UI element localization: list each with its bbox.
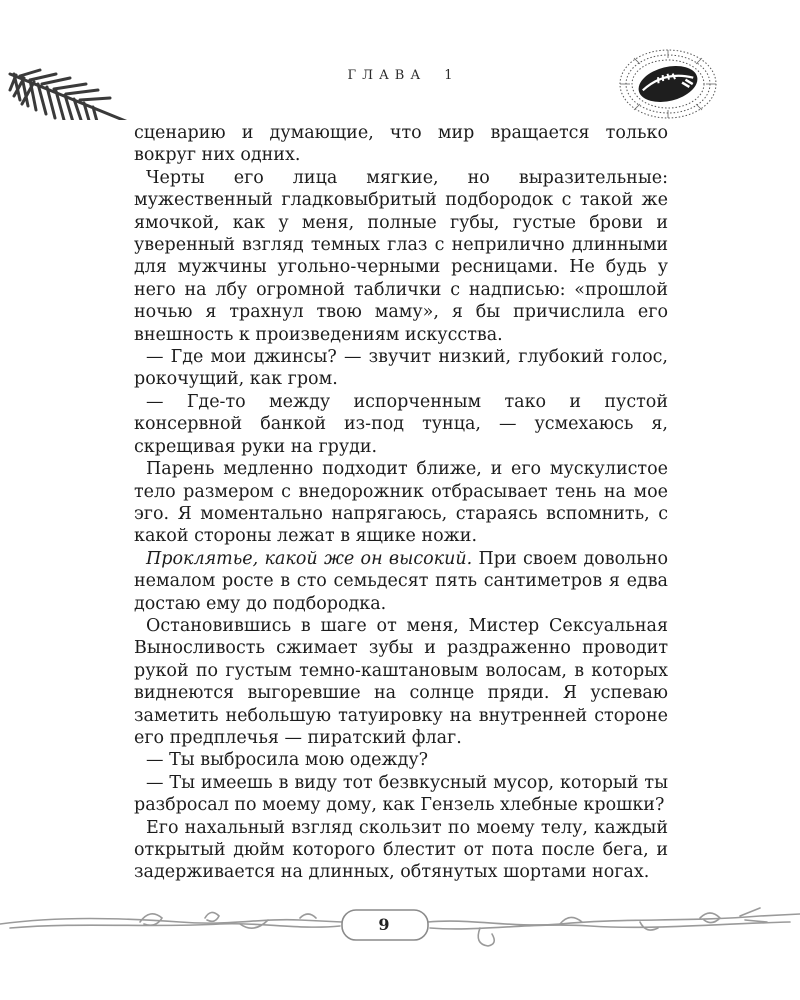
paragraph: Парень медленно подходит ближе, и его мускулистое тело размером с внедорожник отбрасывает тень на мое эго. Я моментально напрягаюсь, стараясь вспомнить, с какой стороны лежат в ящике ножи. xyxy=(134,459,668,547)
page-footer xyxy=(0,888,800,958)
football-icon xyxy=(618,48,718,120)
italic-thought: Проклятье, какой же он высокий. xyxy=(146,548,473,569)
paragraph: — Ты имеешь в виду тот безвкусный мусор, который ты разбросал по моему дому, как Гензель хлебные крошки? xyxy=(134,772,668,816)
chapter-label: ГЛАВА xyxy=(347,68,427,83)
paragraph: — Где-то между испорченным тако и пустой консервной банкой из-под тунца, — усмехаюсь я, скрещивая руки на груди. xyxy=(134,391,668,457)
paragraph: — Ты выбросила мою одежду? xyxy=(146,750,429,771)
paragraph: — Где мои джинсы? — звучит низкий, глубокий голос, рокочущий, как гром. xyxy=(134,347,668,390)
paragraph: Черты его лица мягкие, но выразительные: мужественный гладковыбритый подбородок с такой же ямочкой, как у меня, полные губы, густые брови и уверенный взгляд темных глаз с неприлично длинными для мужчины угольно-черными ресницами. Не будь у него на лбу огромной таблички с надписью: «прошлой ночью я трахнул твою маму», я бы причислила его внешность к произведениям искусства. xyxy=(134,167,668,345)
page-number: 9 xyxy=(378,914,390,934)
paragraph: сценарию и думающие, что мир вращается только вокруг них одних. xyxy=(134,123,668,166)
chapter-number: 1 xyxy=(444,68,453,83)
paragraph xyxy=(134,548,668,615)
paragraph: Его нахальный взгляд скользит по моему телу, каждый открытый дюйм которого блестит от пота после бега, и задерживается на длинных, обтянутых шортами ногах. xyxy=(134,817,668,883)
paragraph: Остановившись в шаге от меня, Мистер Сексуальная Выносливость сжимает зубы и раздраженно проводит рукой по густым темно-каштановым волосам, в которых виднеются выгоревшие на солнце пряди. Я успеваю заметить небольшую татуировку на внутренней стороне его предплечья — пиратский флаг. xyxy=(134,615,668,748)
body-text xyxy=(134,122,668,884)
paragraph-text: При своем довольно немалом росте в сто семьдесят пять сантиметров я едва достаю ему до подбородка. xyxy=(134,548,668,614)
